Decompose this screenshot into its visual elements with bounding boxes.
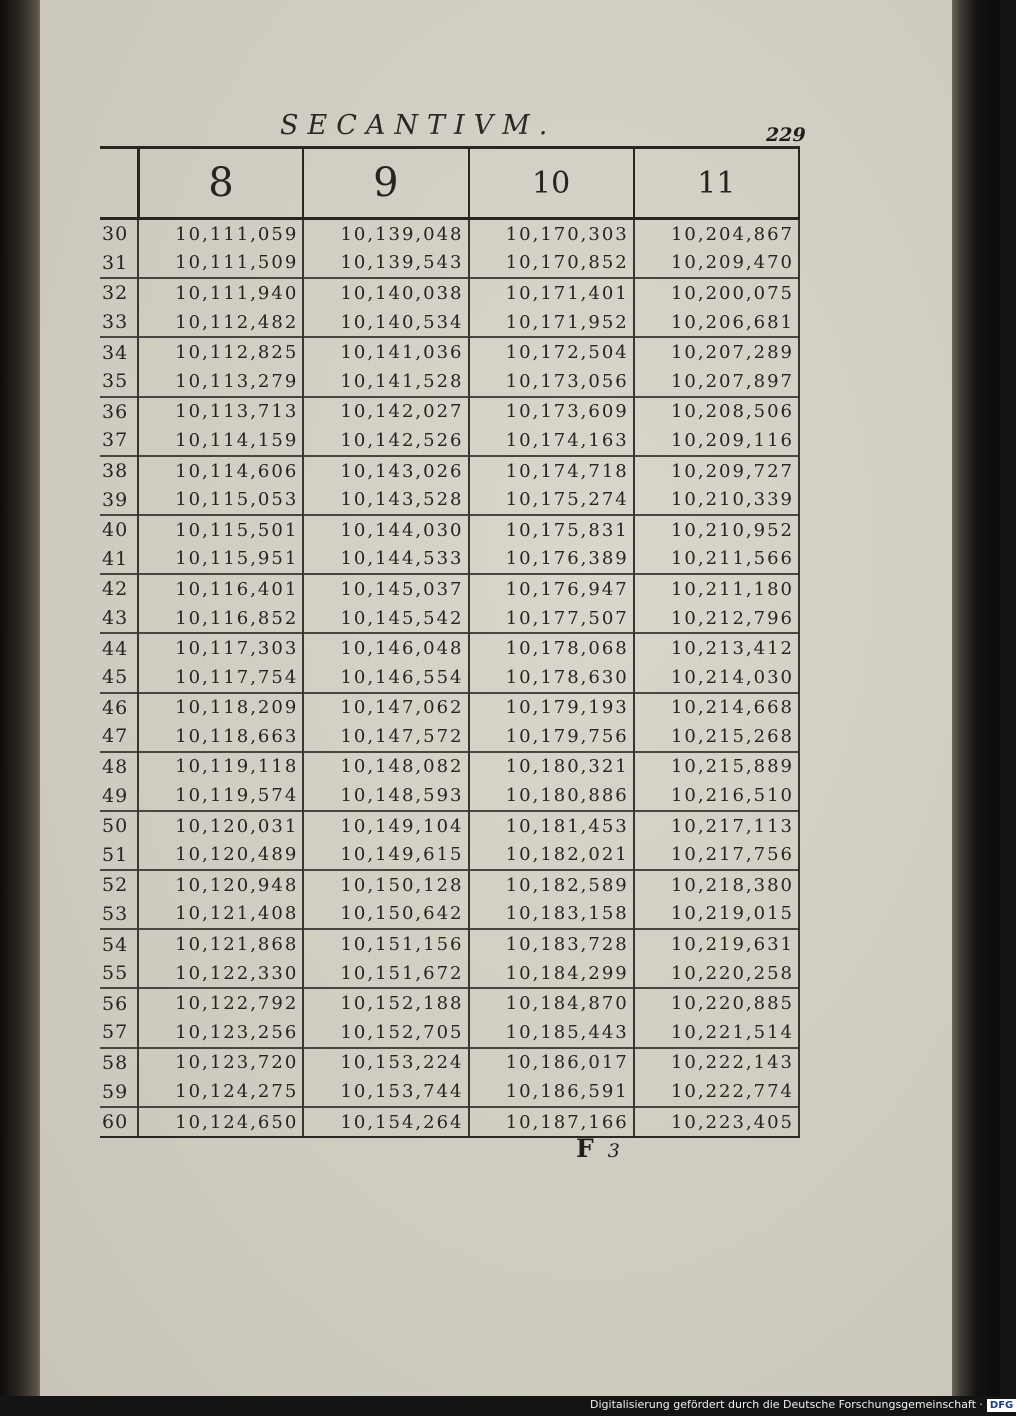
secant-value-cell: 10,220,258 — [634, 959, 799, 989]
minute-cell: 43 — [100, 604, 138, 634]
minute-cell: 45 — [100, 663, 138, 693]
digitization-credit — [590, 1398, 1014, 1416]
secant-value-cell: 10,180,321 — [469, 752, 634, 782]
minute-cell: 35 — [100, 367, 138, 397]
secant-value-cell: 10,151,156 — [303, 929, 468, 959]
table-row — [100, 337, 799, 367]
secant-value-cell: 10,219,631 — [634, 929, 799, 959]
table-row — [100, 900, 799, 930]
secant-value-cell: 10,124,650 — [138, 1107, 303, 1138]
secant-value-cell: 10,116,401 — [138, 574, 303, 604]
secant-value-cell: 10,222,143 — [634, 1048, 799, 1078]
table-row — [100, 545, 799, 575]
table-row — [100, 959, 799, 989]
secant-value-cell: 10,217,113 — [634, 811, 799, 841]
signature-letter: F — [576, 1134, 594, 1163]
secant-value-cell: 10,143,528 — [303, 485, 468, 515]
secant-value-cell: 10,124,275 — [138, 1077, 303, 1107]
degree-header-8: 8 — [138, 148, 303, 219]
secant-value-cell: 10,153,744 — [303, 1077, 468, 1107]
secant-value-cell: 10,121,408 — [138, 900, 303, 930]
secant-value-cell: 10,217,756 — [634, 840, 799, 870]
table-row — [100, 574, 799, 604]
secant-value-cell: 10,216,510 — [634, 781, 799, 811]
secant-value-cell: 10,146,048 — [303, 633, 468, 663]
secant-value-cell: 10,209,727 — [634, 456, 799, 486]
table-row — [100, 870, 799, 900]
table-row — [100, 1107, 799, 1138]
secant-value-cell: 10,114,606 — [138, 456, 303, 486]
minute-cell: 56 — [100, 988, 138, 1018]
secant-value-cell: 10,222,774 — [634, 1077, 799, 1107]
secant-value-cell: 10,149,104 — [303, 811, 468, 841]
secant-value-cell: 10,142,526 — [303, 426, 468, 456]
secant-value-cell: 10,141,036 — [303, 337, 468, 367]
secant-value-cell: 10,178,630 — [469, 663, 634, 693]
table-row — [100, 604, 799, 634]
minute-cell: 60 — [100, 1107, 138, 1138]
table-row — [100, 308, 799, 338]
table-row — [100, 840, 799, 870]
table-row — [100, 752, 799, 782]
minute-cell: 37 — [100, 426, 138, 456]
minute-cell: 48 — [100, 752, 138, 782]
secant-table-container — [100, 146, 810, 1138]
page-number: 229 — [766, 124, 806, 146]
table-row — [100, 663, 799, 693]
minute-cell: 58 — [100, 1048, 138, 1078]
secant-value-cell: 10,123,720 — [138, 1048, 303, 1078]
secant-value-cell: 10,115,501 — [138, 515, 303, 545]
secant-value-cell: 10,122,792 — [138, 988, 303, 1018]
minute-cell: 46 — [100, 693, 138, 723]
secant-value-cell: 10,172,504 — [469, 337, 634, 367]
secant-value-cell: 10,221,514 — [634, 1018, 799, 1048]
signature-number: 3 — [607, 1140, 620, 1162]
secant-value-cell: 10,118,663 — [138, 722, 303, 752]
secant-value-cell: 10,179,193 — [469, 693, 634, 723]
secant-value-cell: 10,115,053 — [138, 485, 303, 515]
secant-value-cell: 10,182,021 — [469, 840, 634, 870]
minute-cell: 36 — [100, 397, 138, 427]
minute-cell: 39 — [100, 485, 138, 515]
minute-cell: 41 — [100, 545, 138, 575]
secant-value-cell: 10,209,470 — [634, 249, 799, 279]
secant-value-cell: 10,118,209 — [138, 693, 303, 723]
secant-value-cell: 10,113,279 — [138, 367, 303, 397]
secant-value-cell: 10,183,158 — [469, 900, 634, 930]
secant-value-cell: 10,140,038 — [303, 278, 468, 308]
secant-value-cell: 10,215,889 — [634, 752, 799, 782]
secant-value-cell: 10,139,543 — [303, 249, 468, 279]
secant-value-cell: 10,113,713 — [138, 397, 303, 427]
secant-value-cell: 10,122,330 — [138, 959, 303, 989]
secant-value-cell: 10,117,303 — [138, 633, 303, 663]
secant-value-cell: 10,114,159 — [138, 426, 303, 456]
table-row — [100, 219, 799, 249]
secant-value-cell: 10,145,037 — [303, 574, 468, 604]
secant-value-cell: 10,120,948 — [138, 870, 303, 900]
secant-value-cell: 10,112,482 — [138, 308, 303, 338]
secant-value-cell: 10,151,672 — [303, 959, 468, 989]
secant-value-cell: 10,219,015 — [634, 900, 799, 930]
secant-value-cell: 10,173,056 — [469, 367, 634, 397]
secant-value-cell: 10,212,796 — [634, 604, 799, 634]
degree-header-11: 11 — [634, 148, 799, 219]
book-edge-shadow — [948, 0, 1000, 1396]
secant-value-cell: 10,208,506 — [634, 397, 799, 427]
secant-value-cell: 10,146,554 — [303, 663, 468, 693]
minute-cell: 47 — [100, 722, 138, 752]
secant-value-cell: 10,111,509 — [138, 249, 303, 279]
minute-cell: 52 — [100, 870, 138, 900]
secant-value-cell: 10,139,048 — [303, 219, 468, 249]
table-row — [100, 693, 799, 723]
secant-value-cell: 10,218,380 — [634, 870, 799, 900]
secant-value-cell: 10,211,180 — [634, 574, 799, 604]
secant-value-cell: 10,175,274 — [469, 485, 634, 515]
table-row — [100, 722, 799, 752]
secant-value-cell: 10,150,128 — [303, 870, 468, 900]
minute-cell: 49 — [100, 781, 138, 811]
table-row — [100, 515, 799, 545]
minute-cell: 53 — [100, 900, 138, 930]
secant-value-cell: 10,186,591 — [469, 1077, 634, 1107]
minute-cell: 54 — [100, 929, 138, 959]
secant-value-cell: 10,119,574 — [138, 781, 303, 811]
secant-value-cell: 10,116,852 — [138, 604, 303, 634]
secant-value-cell: 10,207,897 — [634, 367, 799, 397]
secant-value-cell: 10,173,609 — [469, 397, 634, 427]
minute-cell: 57 — [100, 1018, 138, 1048]
table-row — [100, 988, 799, 1018]
table-row — [100, 249, 799, 279]
secant-value-cell: 10,177,507 — [469, 604, 634, 634]
secant-value-cell: 10,186,017 — [469, 1048, 634, 1078]
degree-header-9: 9 — [303, 148, 468, 219]
secant-value-cell: 10,123,256 — [138, 1018, 303, 1048]
secant-value-cell: 10,112,825 — [138, 337, 303, 367]
table-row — [100, 1077, 799, 1107]
secant-value-cell: 10,148,082 — [303, 752, 468, 782]
secant-value-cell: 10,170,303 — [469, 219, 634, 249]
minute-cell: 51 — [100, 840, 138, 870]
minute-cell: 40 — [100, 515, 138, 545]
secant-value-cell: 10,183,728 — [469, 929, 634, 959]
minute-cell: 31 — [100, 249, 138, 279]
minute-cell: 32 — [100, 278, 138, 308]
secant-value-cell: 10,184,870 — [469, 988, 634, 1018]
secant-value-cell: 10,176,389 — [469, 545, 634, 575]
secant-value-cell: 10,152,705 — [303, 1018, 468, 1048]
secant-value-cell: 10,210,952 — [634, 515, 799, 545]
dfg-logo: DFG — [987, 1399, 1016, 1412]
secant-value-cell: 10,214,668 — [634, 693, 799, 723]
table-row — [100, 456, 799, 486]
table-row — [100, 397, 799, 427]
secant-value-cell: 10,175,831 — [469, 515, 634, 545]
secant-value-cell: 10,111,059 — [138, 219, 303, 249]
table-row — [100, 367, 799, 397]
table-row — [100, 485, 799, 515]
secant-value-cell: 10,140,534 — [303, 308, 468, 338]
secant-value-cell: 10,185,443 — [469, 1018, 634, 1048]
minute-cell: 34 — [100, 337, 138, 367]
secant-value-cell: 10,204,867 — [634, 219, 799, 249]
table-row — [100, 811, 799, 841]
secant-value-cell: 10,144,030 — [303, 515, 468, 545]
secant-value-cell: 10,178,068 — [469, 633, 634, 663]
secant-value-cell: 10,171,401 — [469, 278, 634, 308]
minute-cell: 30 — [100, 219, 138, 249]
digitization-credit-text: Digitalisierung gefördert durch die Deutsche Forschungsgemeinschaft · — [590, 1398, 983, 1411]
secant-table-body — [100, 219, 799, 1138]
secant-value-cell: 10,115,951 — [138, 545, 303, 575]
table-row — [100, 929, 799, 959]
table-row — [100, 633, 799, 663]
table-row — [100, 781, 799, 811]
table-row — [100, 1048, 799, 1078]
degree-header-10: 10 — [469, 148, 634, 219]
secant-value-cell: 10,206,681 — [634, 308, 799, 338]
minute-cell: 50 — [100, 811, 138, 841]
secant-value-cell: 10,200,075 — [634, 278, 799, 308]
secant-value-cell: 10,176,947 — [469, 574, 634, 604]
secant-value-cell: 10,211,566 — [634, 545, 799, 575]
secant-value-cell: 10,214,030 — [634, 663, 799, 693]
secant-value-cell: 10,184,299 — [469, 959, 634, 989]
secant-value-cell: 10,179,756 — [469, 722, 634, 752]
secant-value-cell: 10,181,453 — [469, 811, 634, 841]
secant-value-cell: 10,153,224 — [303, 1048, 468, 1078]
secant-value-cell: 10,121,868 — [138, 929, 303, 959]
book-page — [40, 0, 952, 1396]
secant-value-cell: 10,149,615 — [303, 840, 468, 870]
secant-value-cell: 10,152,188 — [303, 988, 468, 1018]
secant-value-cell: 10,213,412 — [634, 633, 799, 663]
secant-value-cell: 10,223,405 — [634, 1107, 799, 1138]
secant-value-cell: 10,120,031 — [138, 811, 303, 841]
secant-value-cell: 10,182,589 — [469, 870, 634, 900]
minute-cell: 38 — [100, 456, 138, 486]
signature-mark — [576, 1134, 620, 1163]
secant-value-cell: 10,170,852 — [469, 249, 634, 279]
table-row — [100, 426, 799, 456]
secant-value-cell: 10,154,264 — [303, 1107, 468, 1138]
secant-value-cell: 10,220,885 — [634, 988, 799, 1018]
minute-cell: 33 — [100, 308, 138, 338]
table-row — [100, 1018, 799, 1048]
secant-value-cell: 10,148,593 — [303, 781, 468, 811]
secant-value-cell: 10,209,116 — [634, 426, 799, 456]
degree-header-row — [100, 148, 799, 219]
secant-value-cell: 10,117,754 — [138, 663, 303, 693]
secant-value-cell: 10,144,533 — [303, 545, 468, 575]
minute-cell: 44 — [100, 633, 138, 663]
secant-value-cell: 10,171,952 — [469, 308, 634, 338]
secant-value-cell: 10,210,339 — [634, 485, 799, 515]
secant-value-cell: 10,207,289 — [634, 337, 799, 367]
secant-value-cell: 10,187,166 — [469, 1107, 634, 1138]
secant-value-cell: 10,141,528 — [303, 367, 468, 397]
secant-value-cell: 10,145,542 — [303, 604, 468, 634]
secant-value-cell: 10,147,062 — [303, 693, 468, 723]
secant-value-cell: 10,142,027 — [303, 397, 468, 427]
minute-cell: 42 — [100, 574, 138, 604]
secant-value-cell: 10,180,886 — [469, 781, 634, 811]
minute-cell: 55 — [100, 959, 138, 989]
secant-value-cell: 10,150,642 — [303, 900, 468, 930]
secant-value-cell: 10,111,940 — [138, 278, 303, 308]
secant-value-cell: 10,147,572 — [303, 722, 468, 752]
minute-column-header — [100, 148, 138, 219]
secant-table — [100, 146, 800, 1138]
secant-value-cell: 10,215,268 — [634, 722, 799, 752]
secant-value-cell: 10,119,118 — [138, 752, 303, 782]
running-head: SECANTIVM. — [280, 110, 557, 141]
secant-value-cell: 10,120,489 — [138, 840, 303, 870]
secant-value-cell: 10,143,026 — [303, 456, 468, 486]
secant-value-cell: 10,174,718 — [469, 456, 634, 486]
minute-cell: 59 — [100, 1077, 138, 1107]
table-row — [100, 278, 799, 308]
secant-value-cell: 10,174,163 — [469, 426, 634, 456]
